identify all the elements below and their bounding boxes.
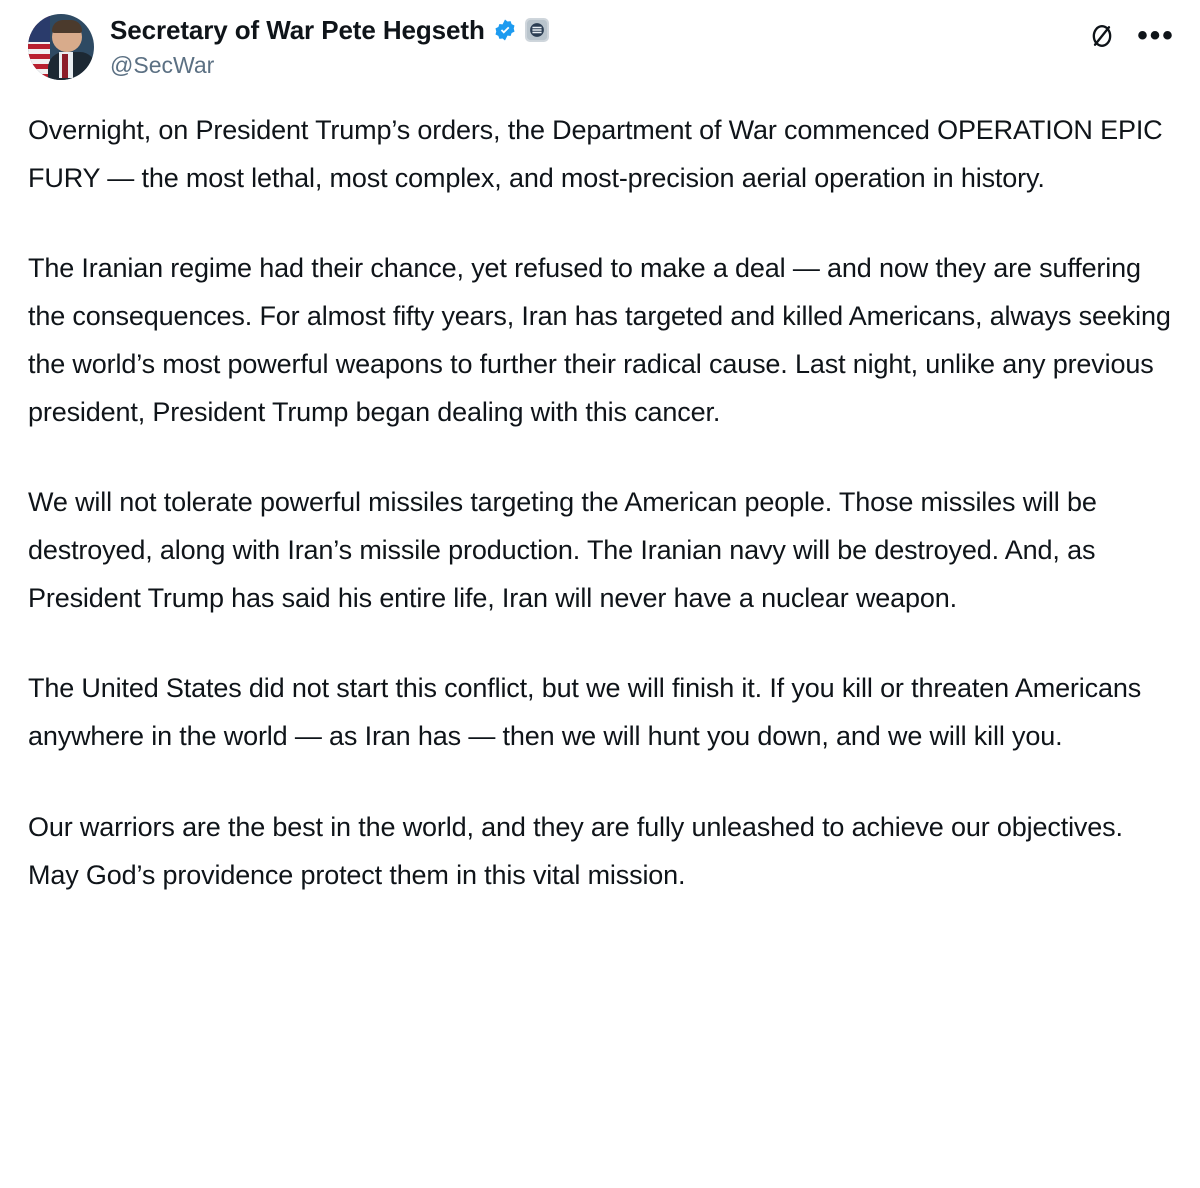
verified-badge-icon[interactable] [493,18,517,42]
us-flag-union [28,14,50,42]
post-paragraph: We will not tolerate powerful missiles targeting the American people. Those missiles will be destroyed, along with Iran’s missile production. The Iranian navy will be destroyed. And, as President Trump has said his entire life, Iran will never have a nuclear weapon. [28,487,1105,614]
author-identity [110,14,1086,78]
post-paragraph: The United States did not start this conflict, but we will finish it. If you kill or threaten Americans anywhere in the world — as Iran has — then we will hunt you down, and we will kill you. [28,673,1149,752]
author-display-name: Secretary of War Pete Hegseth [110,15,485,45]
post-header-actions [1086,14,1175,52]
more-options-label: ••• [1137,19,1175,52]
avatar-hair [52,20,82,33]
grok-slashed-circle-icon[interactable] [1086,20,1118,52]
author-handle[interactable]: @SecWar [110,51,215,78]
post-paragraph: Overnight, on President Trump’s orders, the Department of War commenced OPERATION EPIC FURY — the most lethal, most complex, and most-precision aerial operation in history. [28,115,1170,194]
post-paragraph: The Iranian regime had their chance, yet refused to make a deal — and now they are suffering the consequences. For almost fifty years, Iran has targeted and killed Americans, always seeking the world’s most powerful weapons to further their radical cause. Last night, unlike any previous president, President Trump began dealing with this cancer. [28,253,1179,428]
author-name-row [110,16,1086,45]
post-paragraph: Our warriors are the best in the world, and they are fully unleashed to achieve our objectives. May God’s providence protect them in this vital mission. [28,811,1131,890]
avatar-tie [62,54,68,78]
post-text [24,106,1179,899]
avatar[interactable] [28,14,94,80]
post-header [24,14,1176,80]
government-affiliation-badge-icon[interactable] [525,18,549,42]
more-options-icon[interactable] [1137,19,1175,52]
